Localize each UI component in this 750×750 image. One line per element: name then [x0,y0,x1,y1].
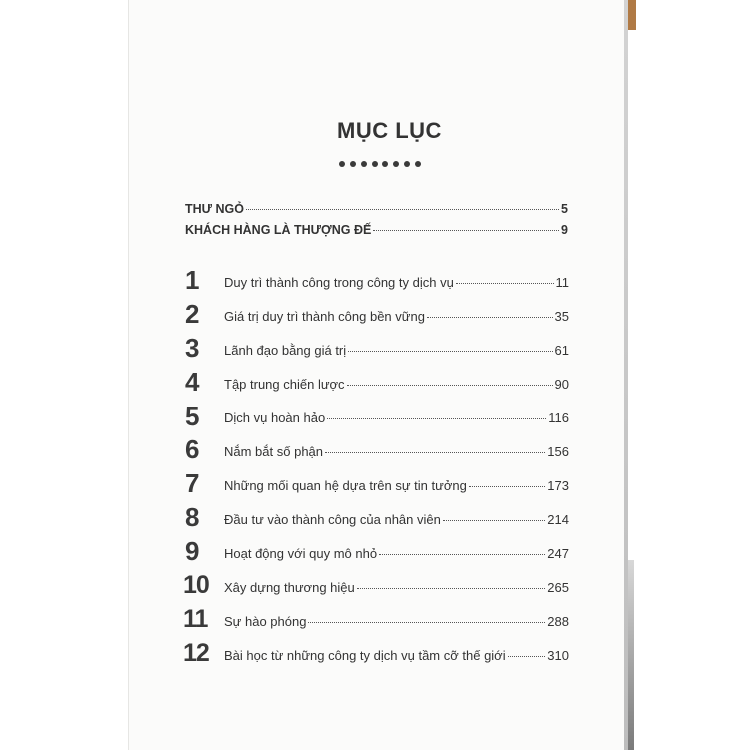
chapter-number: 5 [185,401,200,431]
entry-label: Nắm bắt số phận [224,444,324,459]
entry-page: 116 [548,410,569,425]
entry-page: 90 [554,377,569,392]
entry-label: Đầu tư vào thành công của nhân viên [224,512,441,527]
entry-label: Những mối quan hệ dựa trên sự tin tưởng [224,478,467,493]
entry-label: THƯ NGỎ [185,202,244,216]
dot-leader [427,317,553,318]
toc-entry-chapter-3[interactable] [224,343,569,358]
chapter-number: 7 [185,468,200,498]
entry-page: 173 [547,478,569,493]
toc-entry-chapter-2[interactable] [224,309,569,324]
dot-leader [348,351,552,352]
ornament-dot [361,161,367,167]
toc-entry-chapter-7[interactable] [224,478,569,493]
chapter-number: 3 [185,333,200,363]
toc-entry-chapter-9[interactable] [224,546,569,561]
toc-entry-chapter-12[interactable] [224,648,569,663]
entry-label: Duy trì thành công trong công ty dịch vụ [224,275,454,290]
toc-entry-chapter-5[interactable] [224,410,569,425]
ornament-dot [350,161,356,167]
chapter-number: 4 [185,367,200,397]
chapter-number: 11 [183,605,208,633]
dot-leader [325,452,545,453]
entry-label: Bài học từ những công ty dịch vụ tầm cỡ thế giới [224,648,506,663]
toc-entry-chapter-4[interactable] [224,377,569,392]
dot-leader [443,520,545,521]
entry-label: Sự hào phóng [224,614,307,629]
chapter-number: 9 [185,536,200,566]
chapter-number: 10 [183,571,209,599]
dot-leader [373,230,559,231]
dot-leader [308,622,545,623]
dot-leader [347,385,553,386]
entry-label: Xây dựng thương hiệu [224,580,355,595]
dot-leader [379,554,545,555]
toc-entry-chapter-8[interactable] [224,512,569,527]
book-cover-edge-shadow [628,560,634,750]
entry-label: KHÁCH HÀNG LÀ THƯỢNG ĐẾ [185,223,372,237]
toc-entry-customer[interactable] [185,223,568,237]
toc-title: MỤC LỤC [337,118,442,143]
dot-leader [357,588,546,589]
entry-page: 9 [561,223,568,237]
ornament-dot [404,161,410,167]
dot-leader [246,209,559,210]
ornament-dot [382,161,388,167]
title-ornament [339,160,421,168]
entry-page: 214 [547,512,569,527]
entry-page: 11 [555,275,569,290]
toc-entry-chapter-1[interactable] [224,275,569,290]
entry-label: Lãnh đạo bằng giá trị [224,343,347,358]
dot-leader [508,656,546,657]
entry-page: 35 [554,309,569,324]
entry-page: 247 [547,546,569,561]
ornament-dot [415,161,421,167]
entry-label: Tập trung chiến lược [224,377,345,392]
entry-page: 288 [547,614,569,629]
entry-page: 5 [561,202,568,216]
entry-label: Dịch vụ hoàn hảo [224,410,326,425]
dot-leader [327,418,546,419]
entry-label: Hoạt động với quy mô nhỏ [224,546,378,561]
ornament-dot [339,161,345,167]
ornament-dot [372,161,378,167]
entry-page: 265 [547,580,569,595]
entry-page: 310 [547,648,569,663]
chapter-number: 6 [185,434,200,464]
chapter-number: 8 [185,502,200,532]
book-cover-edge [628,0,636,30]
toc-entry-chapter-10[interactable] [224,580,569,595]
toc-entry-letter[interactable] [185,202,568,216]
ornament-dot [393,161,399,167]
entry-label: Giá trị duy trì thành công bền vững [224,309,425,324]
chapter-number: 1 [185,265,200,295]
toc-entry-chapter-11[interactable] [224,614,569,629]
entry-page: 61 [554,343,569,358]
chapter-number: 12 [183,639,209,667]
dot-leader [469,486,545,487]
toc-entry-chapter-6[interactable] [224,444,569,459]
entry-page: 156 [547,444,569,459]
dot-leader [456,283,554,284]
chapter-number: 2 [185,299,200,329]
